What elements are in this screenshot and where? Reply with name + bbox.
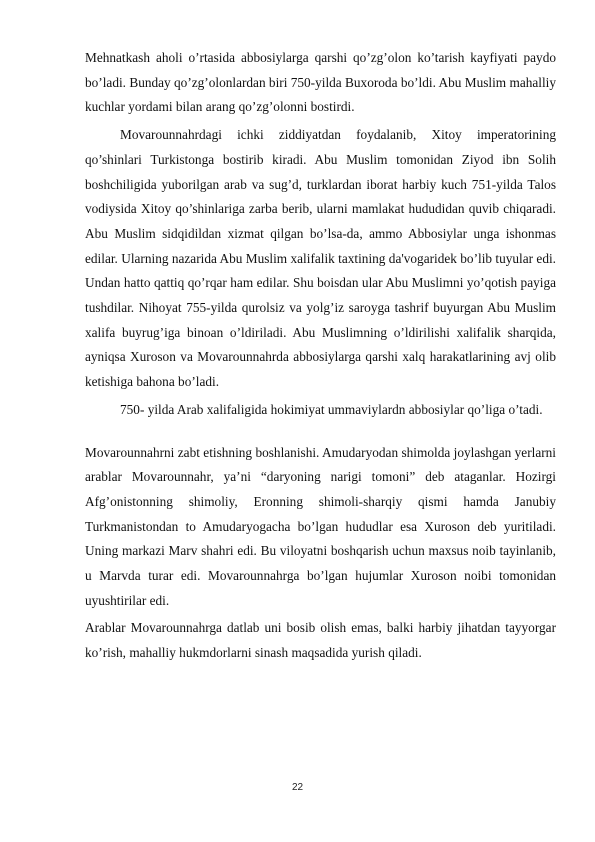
paragraph-talas-battle: Movarounnahrdagi ichki ziddiyatdan foydalanib, Xitoy imperatorining qo’shinlari Turkistonga bostirib kiradi. Abu Muslim tomonidan Ziyod ibn Solih boshchiligida yuborilgan arab va sug’d, turklardan iborat harbiy kuch 751-yilda Talos vodiysida Xitoy qo’shinlariga zarba berib, ularni mamlakat hududidan quvib chiqaradi. Abu Muslim sidqidildan xizmat qilgan bo’lsa-da, ammo Abbosiylar unga ishonmas edilar. Ularning nazarida Abu Muslim xalifalik taxtining da'vogaridek bo’lib tuyular edi. Undan hatto qattiq qo’rqar ham edilar. Shu boisdan ular Abu Muslimni yo’qotish payiga tushdilar. Nihoyat 755-yilda qurolsiz va yolg’iz saroyga tashrif buyurgan Abu Muslim xalifa buyrug’iga binoan o’ldiriladi. Abu Muslimning o’ldirilishi xalifalik sharqida, ayniqsa Xuroson va Movarounnahrda abbosiylarga qarshi xalq harakatlarining avj olib ketishiga bahona bo’ladi. xyxy=(85,127,556,390)
paragraph-uprising: Mehnatkash aholi o’rtasida abbosiylarga qarshi qo’zg’olon ko’tarish kayfiyati paydo bo’ladi. Bunday qo’zg’olonlardan biri 750-yilda Buxoroda bo’ldi. Abu Muslim mahalliy kuchlar yordami bilan arang qo’zg’olonni bostirdi. xyxy=(85,50,556,115)
body-text xyxy=(85,46,556,666)
paragraph-abbasid-power: 750- yilda Arab xalifaligida hokimiyat ummaviylardn abbosiylar qo’liga o’tadi. xyxy=(120,401,543,417)
paragraph-arab-raids: Arablar Movarounnahrga datlab uni bosib olish emas, balki harbiy jihatdan tayyorgar ko’rish, mahalliy hukmdorlarni sinash maqsadida yurish qiladi. xyxy=(85,620,556,661)
paragraph-conquest-start: Movarounnahrni zabt etishning boshlanishi. Amudaryodan shimolda joylashgan yerlarni arablar Movarounnahr, ya’ni “daryoning narigi tomoni” deb ataganlar. Hozirgi Afg’onistonning shimoliy, Eronning shimoli-sharqiy qismi hamda Janubiy Turkmanistondan to Amudaryogacha bo’lgan hududlar esa Xuroson deb yuritiladi. Uning markazi Marv shahri edi. Bu viloyatni boshqarish uchun maxsus noib tayinlanib, u Marvda turar edi. Movarounnahrga bo’lgan hujumlar Xuroson noibi tomonidan uyushtirilar edi. xyxy=(85,444,556,608)
page-number: 22 xyxy=(291,782,304,793)
